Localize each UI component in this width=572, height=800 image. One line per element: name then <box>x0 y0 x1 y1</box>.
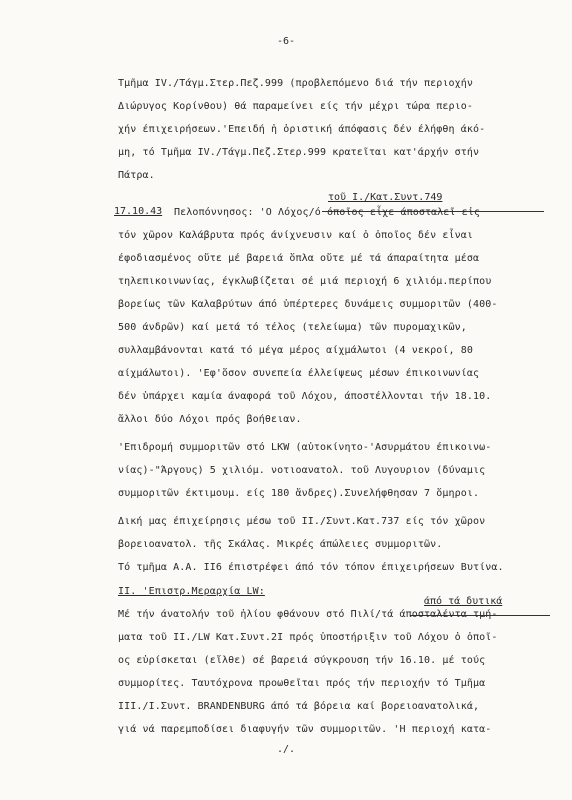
text-line: Τμῆμα IV./Τάγμ.Στερ.Πεζ.999 (προβλεπόμενο διά τήν περιοχήν <box>118 78 473 89</box>
text-line: ος εὑρίσκεται (εἴλθε) σέ βαρειά σύγκρουση τήν 16.10. μέ τούς <box>118 655 486 666</box>
page-number: -6- <box>276 36 296 47</box>
text-line: Τό τμῆμα Α.Α. II6 έπιστρέφει άπό τόν τόπον έπιχειρήσεων Βυτίνα. <box>118 562 504 573</box>
text-line: συμμοριτῶν έκτιμουμ. είς 180 ἄνδρες).Συνελήφθησαν 7 ὅμηροι. <box>118 488 480 499</box>
text-line: τηλεπικοινωνίας, έγκλωβίζεται σέ μιά περιοχή 6 χιλιόμ.περίπου <box>118 276 492 287</box>
text-line: βορείως τῶν Καλαβρύτων άπό ὑπέρτερες δυνάμεις συμμοριτῶν (400- <box>118 299 498 310</box>
text-line: 500 άνδρῶν) καί μετά τό τέλος (τελείωμα) τῶν πυρομαχικῶν, <box>118 322 467 333</box>
paragraph-3 <box>118 436 548 505</box>
text-line: Πελοπόννησος: 'Ο Λόχος/ό όποῖος εἶχε άποσταλεῖ εἰς <box>174 207 481 218</box>
continuation-mark: ./. <box>276 744 296 755</box>
text-line: συμμορίτες. Ταυτόχρονα προωθεῖται πρός τήν περιοχήν τό Τμῆμα <box>118 678 486 689</box>
text-line: ματα τοῦ II./LW Κατ.Συντ.2I πρός ὑποστήριξιν τοῦ Λόχου ὁ ὁποῖ- <box>118 632 498 643</box>
interlinear-insertion: τοῦ I./Κατ.Συντ.749 <box>328 192 443 203</box>
section-heading: II. 'Επιστρ.Μεραρχία LW: <box>118 586 265 597</box>
text-line: Μέ τήν άνατολήν τοῦ ἡλίου φθάνουν στό Πιλί/τά άποσταλέντα τμή- <box>118 609 498 620</box>
text-line: έφοδιασμένος οὔτε μέ βαρειά ὅπλα οὔτε μέ τά άπαραίτητα μέσα <box>118 253 480 264</box>
text-line: ἄλλοι δύο Λόχοι πρός βοήθειαν. <box>118 414 302 425</box>
paragraph-5 <box>118 603 548 741</box>
text-line: γιά νά παρεμποδίσει διαφυγήν τῶν συμμοριτῶν. 'Η περιοχή κατα- <box>118 724 492 735</box>
paragraph-2 <box>118 224 548 431</box>
text-line: Διώρυγος Κορίνθου) θά παραμείνει είς τήν μέχρι τώρα περιο- <box>118 101 473 112</box>
text-line: Πάτρα. <box>118 170 155 181</box>
text-line: μη, τό Τμῆμα IV./Τάγμ.Πεζ.Στερ.999 κρατεῖται κατ'άρχήν στήν <box>118 147 480 158</box>
interlinear-insertion: άπό τά δυτικά <box>424 596 503 607</box>
text-line: αίχμάλωτοι). 'Εφ'ὅσον συνεπεία έλλείψεως μέσων έπικοινωνίας <box>118 368 480 379</box>
text-line: III./I.Συντ. BRANDENBURG άπό τά βόρεια καί βορειοανατολικά, <box>118 701 480 712</box>
entry-date: 17.10.43 <box>114 206 163 217</box>
text-line: χήν έπιχειρήσεων.'Επειδή ἡ ὁριστική άπόφασις δέν έλήφθη άκό- <box>118 124 486 135</box>
text-line: βορειοανατολ. τῆς Σκάλας. Μικρές άπώλειες συμμοριτῶν. <box>118 539 443 550</box>
paragraph-4 <box>118 510 548 579</box>
text-line: Δική μας έπιχείρησις μέσω τοῦ II./Συντ.Κατ.737 είς τόν χῶρον <box>118 516 486 527</box>
text-line: νίας)-"Άργους) 5 χιλιόμ. νοτιοανατολ. τοῦ Λυγουριον (δύναμις <box>118 465 486 476</box>
text-line: τόν χῶρον Καλάβρυτα πρός άνίχνευσιν καί ὁ ὁποῖος δέν εἶναι <box>118 230 473 241</box>
text-line: συλλαμβάνονται κατά τό μέγα μέρος αίχμάλωτοι (4 νεκροί, 80 <box>118 345 473 356</box>
text-line: 'Επιδρομή συμμοριτῶν στό LKW (αὐτοκίνητο-'Ασυρμάτου έπικοινω- <box>118 442 492 453</box>
text-line: δέν ὑπάρχει καμία άναφορά τοῦ Λόχου, άποστέλλονται τήν 18.10. <box>118 391 492 402</box>
paragraph-2-first-line <box>174 201 554 224</box>
paragraph-1 <box>118 72 548 187</box>
